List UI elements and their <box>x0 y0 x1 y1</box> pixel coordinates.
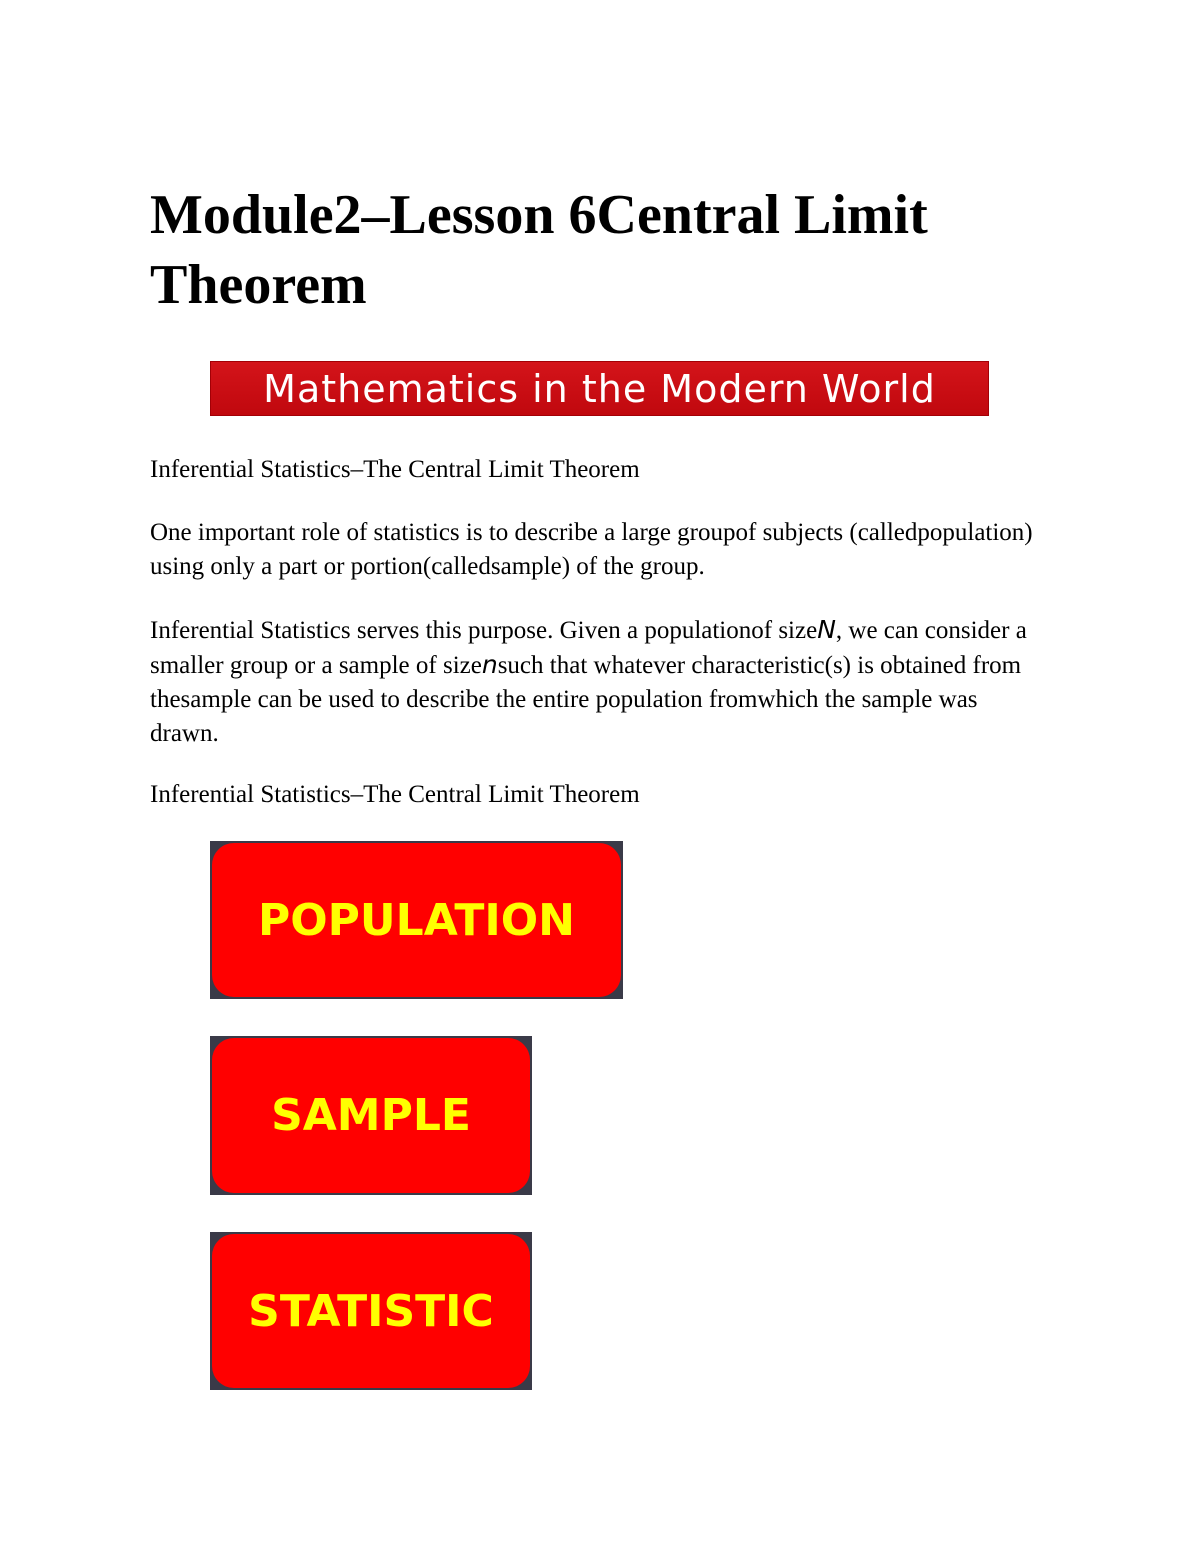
purpose-paragraph <box>150 613 1050 751</box>
section-heading: Inferential Statistics–The Central Limit Theorem <box>150 456 640 483</box>
population-box <box>210 841 623 999</box>
sample-box <box>210 1036 532 1195</box>
course-banner: Mathematics in the Modern World <box>210 361 989 416</box>
sample-label: SAMPLE <box>271 1090 471 1141</box>
purpose-text-mid: , we can consider a smaller group or a sample of size <box>150 617 1027 679</box>
variable-N: N <box>817 615 836 644</box>
variable-n: n <box>481 650 498 679</box>
population-box-fill <box>212 843 621 997</box>
sample-box-fill <box>212 1038 530 1193</box>
purpose-text-end: such that whatever characteristic(s) is obtained from thesample can be used to describe the entire population fromwhich the sample was drawn. <box>150 652 1022 747</box>
statistic-label: STATISTIC <box>248 1285 494 1337</box>
page-title: Module2–Lesson 6Central Limit Theorem <box>150 184 928 316</box>
section-heading-2: Inferential Statistics–The Central Limit Theorem <box>150 781 640 808</box>
statistic-box <box>210 1232 532 1390</box>
statistic-box-fill <box>212 1234 530 1388</box>
purpose-text-start: Inferential Statistics serves this purpose. Given a populationof size <box>150 617 818 644</box>
intro-paragraph: One important role of statistics is to describe a large groupof subjects (calledpopulation) using only a part or portion(calledsample) of the group. <box>150 519 1033 580</box>
population-label: POPULATION <box>258 894 575 946</box>
